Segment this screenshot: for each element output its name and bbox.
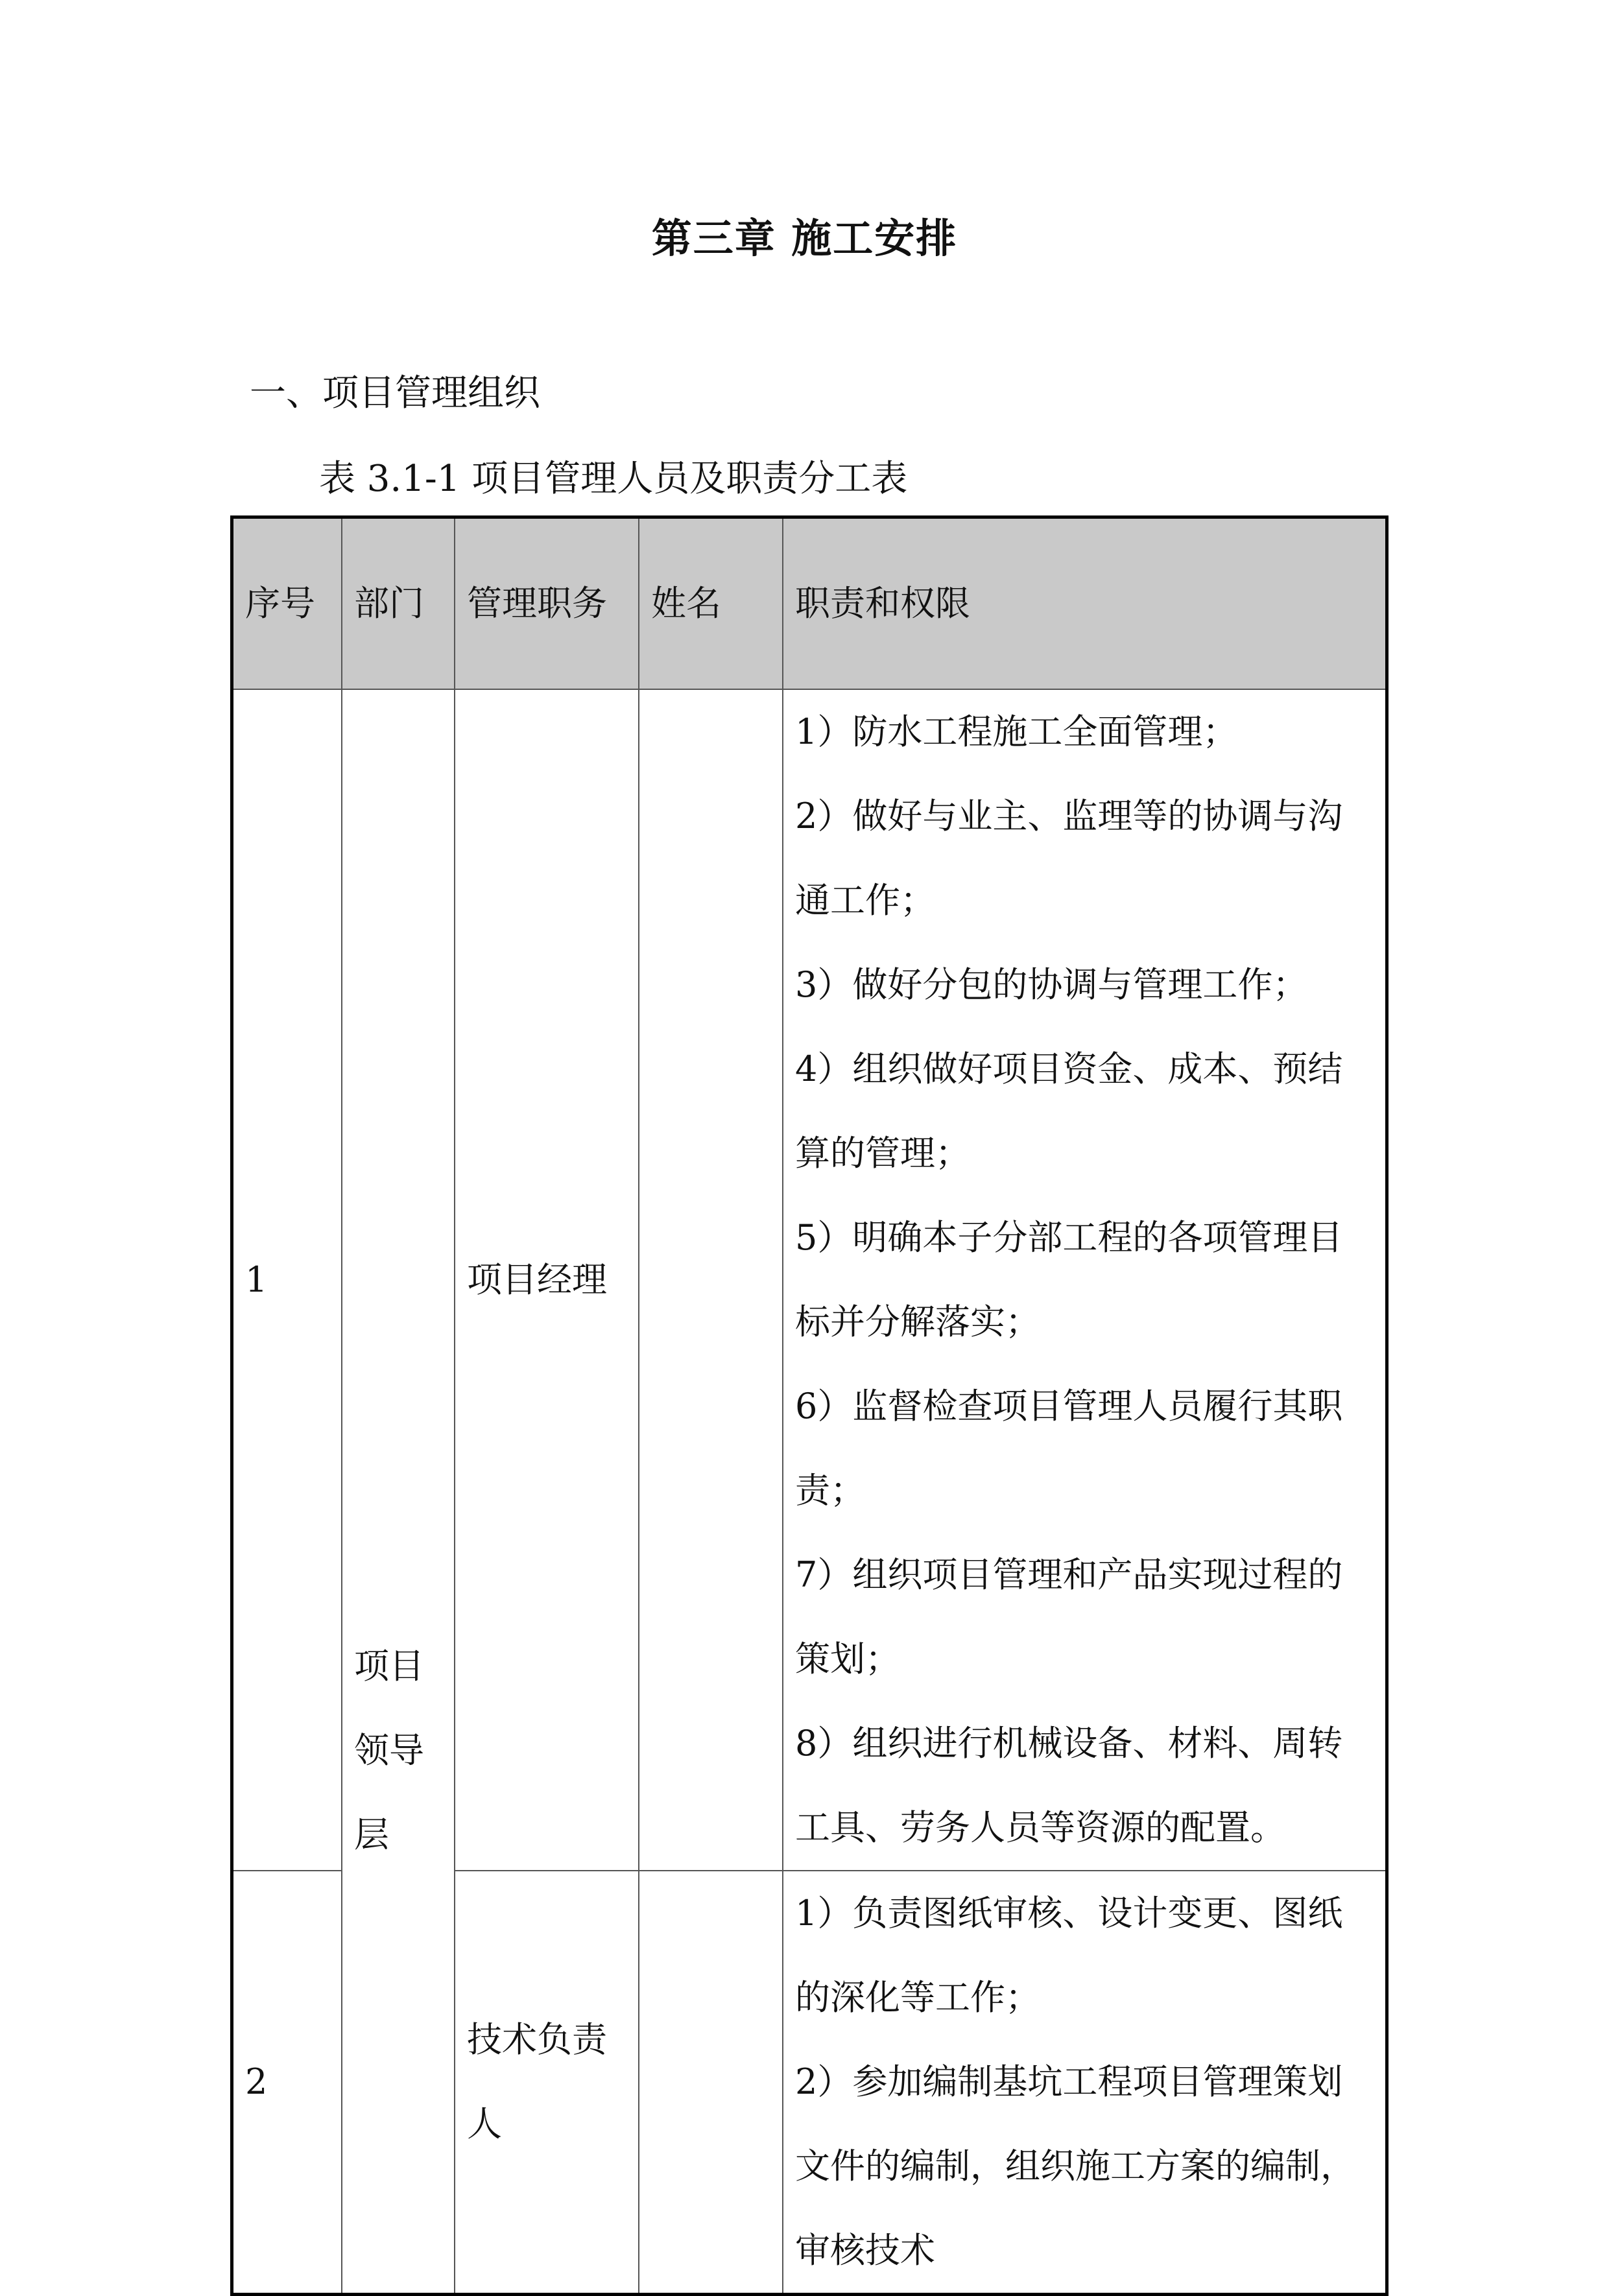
duty-line: 4）组织做好项目资金、成本、预结算的管理； (795, 1048, 1343, 1174)
row-name (639, 689, 783, 1871)
header-no: 序号 (232, 517, 342, 690)
row-dept: 项目领导层 (342, 689, 455, 2295)
header-dept: 部门 (342, 517, 455, 690)
table-caption: 表 3.1-1 项目管理人员及职责分工表 (319, 458, 908, 500)
chapter-title: 第三章 施工安排 (651, 215, 958, 262)
row-duties (783, 1871, 1387, 2295)
duty-line: 3）做好分包的协调与管理工作； (795, 964, 1308, 1005)
row-name (639, 1871, 783, 2295)
row-role: 项目经理 (455, 689, 639, 1871)
duty-line: 1）负责图纸审核、设计变更、图纸的深化等工作； (795, 1893, 1343, 2018)
duty-line: 1）防水工程施工全面管理； (795, 711, 1238, 752)
duty-line: 5）明确本子分部工程的各项管理目标并分解落实； (795, 1217, 1343, 1342)
table-header-row (232, 517, 1387, 690)
row-role: 技术负责人 (455, 1871, 639, 2295)
table-row (232, 689, 1387, 1871)
row-duties (783, 689, 1387, 1871)
duty-line: 8）组织进行机械设备、材料、周转工具、劳务人员等资源的配置。 (795, 1723, 1343, 1848)
header-name: 姓名 (639, 517, 783, 690)
section-heading: 一、项目管理组织 (250, 372, 540, 414)
duty-table (230, 515, 1389, 2296)
row-number: 1 (232, 689, 342, 1871)
duty-line: 2）参加编制基坑工程项目管理策划文件的编制，组织施工方案的编制，审核技术 (795, 2061, 1355, 2271)
duty-line: 6）监督检查项目管理人员履行其职责； (795, 1386, 1343, 1511)
header-role: 管理职务 (455, 517, 639, 690)
row-number: 2 (232, 1871, 342, 2295)
header-duty: 职责和权限 (783, 517, 1387, 690)
duty-line: 7）组织项目管理和产品实现过程的策划； (795, 1554, 1343, 1679)
duty-line: 2）做好与业主、监理等的协调与沟通工作； (795, 796, 1343, 921)
